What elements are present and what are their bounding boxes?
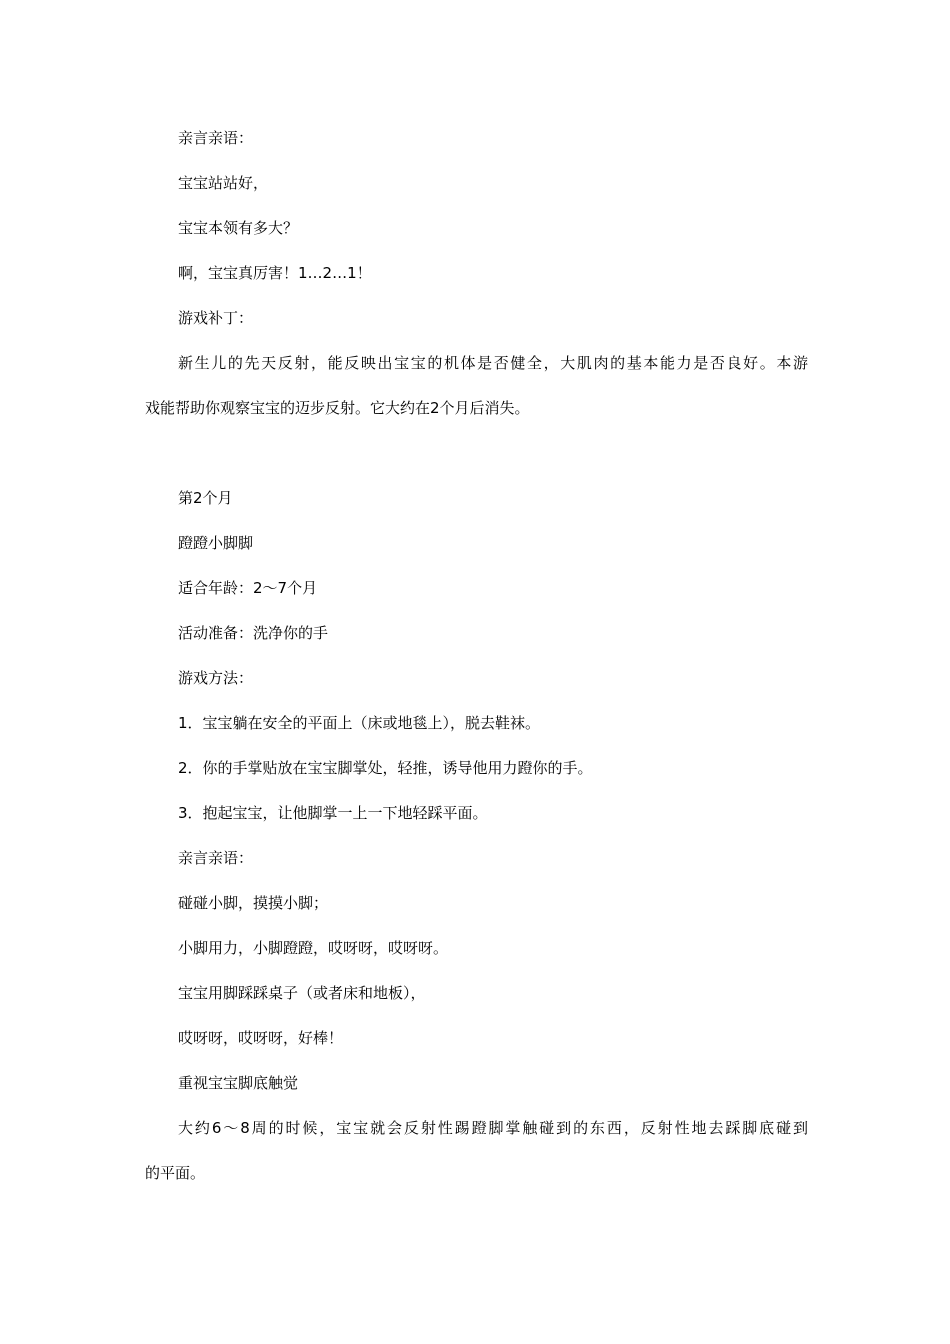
chant-line: 宝宝本领有多大？ <box>178 219 299 237</box>
method-heading: 游戏方法： <box>178 669 254 687</box>
game-title: 蹬蹬小脚脚 <box>178 534 254 552</box>
greeting-heading: 亲言亲语： <box>178 129 254 147</box>
chant-line: 哎呀呀，哎呀呀，好棒！ <box>178 1029 344 1047</box>
month-heading: 第2个月 <box>178 489 233 507</box>
method-step: 2．你的手掌贴放在宝宝脚掌处，轻推，诱导他用力蹬你的手。 <box>178 759 593 777</box>
tips-paragraph-line: 新生儿的先天反射，能反映出宝宝的机体是否健全，大肌肉的基本能力是否良好。本游 <box>178 354 808 372</box>
method-step: 1．宝宝躺在安全的平面上（床或地毯上），脱去鞋袜。 <box>178 714 541 732</box>
note-heading: 重视宝宝脚底触觉 <box>178 1074 299 1092</box>
chant-line: 小脚用力，小脚蹬蹬，哎呀呀，哎呀呀。 <box>178 939 449 957</box>
tips-heading: 游戏补丁： <box>178 309 254 327</box>
activity-preparation: 活动准备：洗净你的手 <box>178 624 329 642</box>
chant-line: 碰碰小脚，摸摸小脚； <box>178 894 329 912</box>
chant-line: 宝宝站站好， <box>178 174 269 192</box>
chant-line: 宝宝用脚踩踩桌子（或者床和地板）， <box>178 984 426 1002</box>
chant-line: 啊，宝宝真厉害！1…2…1！ <box>178 264 372 282</box>
tips-paragraph-line: 戏能帮助你观察宝宝的迈步反射。它大约在2个月后消失。 <box>145 399 530 417</box>
method-step: 3．抱起宝宝，让他脚掌一上一下地轻踩平面。 <box>178 804 488 822</box>
note-paragraph-line: 的平面。 <box>145 1164 206 1182</box>
note-paragraph-line: 大约6～8周的时候，宝宝就会反射性踢蹬脚掌触碰到的东西，反射性地去踩脚底碰到 <box>178 1119 808 1137</box>
greeting-heading: 亲言亲语： <box>178 849 254 867</box>
suitable-age: 适合年龄：2～7个月 <box>178 579 318 597</box>
